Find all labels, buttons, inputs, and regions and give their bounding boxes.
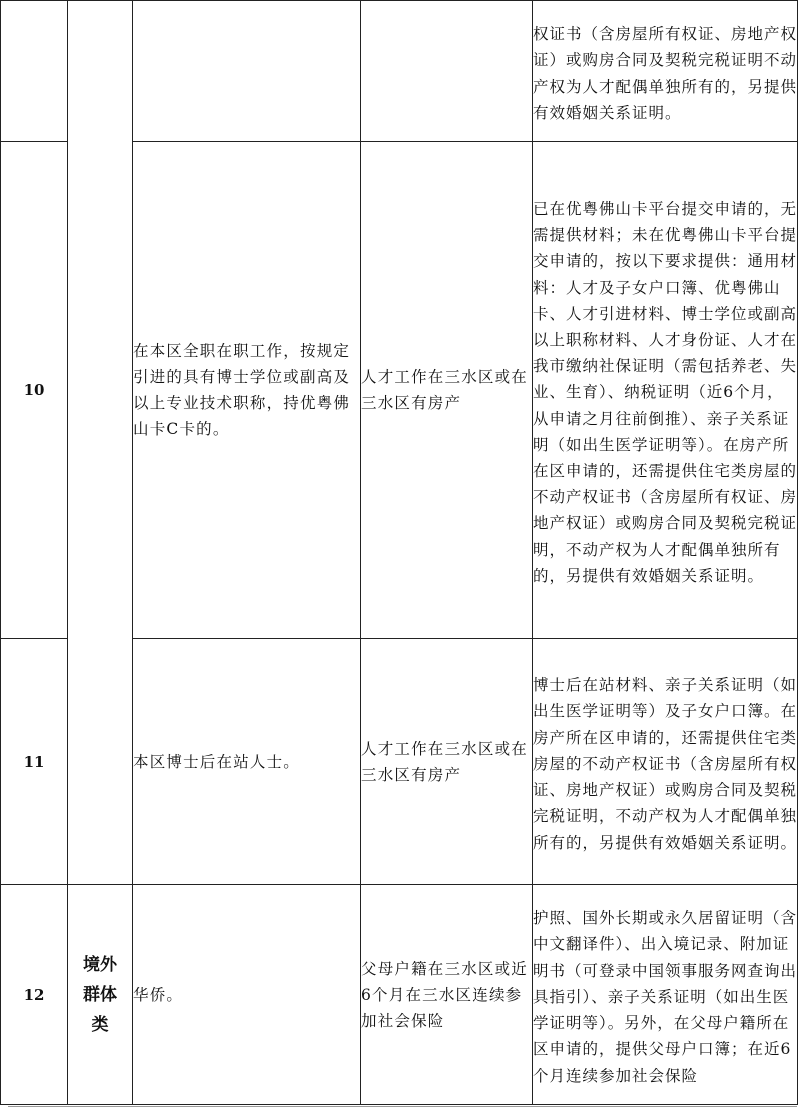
table-row: [1, 1, 798, 142]
condition-cell: 华侨。: [133, 885, 361, 1105]
materials-cell: 权证书（含房屋所有权证、房地产权证）或购房合同及契税完税证明不动产权为人才配偶单独所有的，另提供有效婚姻关系证明。: [533, 1, 798, 142]
materials-cell: 已在优粤佛山卡平台提交申请的，无需提供材料；未在优粤佛山卡平台提交申请的，按以下要求提供：通用材料：人才及子女户口簿、优粤佛山卡、人才引进材料、博士学位或副高以上职称材料、人才身份证、人才在我市缴纳社保证明（需包括养老、失业、生育）、纳税证明（近6个月，从申请之月往前倒推）、亲子关系证明（如出生医学证明等）。在房产所在区申请的，还需提供住宅类房屋的不动产权证书（含房屋所有权证、房地产权证）或购房合同及契税完税证明，不动产权为人才配偶单独所有的，另提供有效婚姻关系证明。: [533, 142, 798, 639]
row-number-cell: 12: [1, 885, 68, 1105]
row-number-cell: 11: [1, 639, 68, 885]
category-cell: [68, 885, 133, 1105]
category-label: 境外群体类: [83, 954, 117, 1035]
condition-cell: [133, 1, 361, 142]
row-number-cell: [1, 1, 68, 142]
materials-cell: 护照、国外长期或永久居留证明（含中文翻译件）、出入境记录、附加证明书（可登录中国领事服务网查询出具指引）、亲子关系证明（如出生医学证明等）。另外，在父母户籍所在区申请的，提供父母户口簿；在近6个月连续参加社会保险: [533, 885, 798, 1105]
scope-cell: 人才工作在三水区或在三水区有房产: [361, 142, 533, 639]
materials-cell: 博士后在站材料、亲子关系证明（如出生医学证明等）及子女户口簿。在房产所在区申请的，还需提供住宅类房屋的不动产权证书（含房屋所有权证、房地产权证）或购房合同及契税完税证明，不动产权为人才配偶单独所有的，另提供有效婚姻关系证明。: [533, 639, 798, 885]
row-number-cell: 10: [1, 142, 68, 639]
condition-cell: 本区博士后在站人士。: [133, 639, 361, 885]
scope-cell: [361, 1, 533, 142]
scope-cell: 人才工作在三水区或在三水区有房产: [361, 639, 533, 885]
condition-cell: 在本区全职在职工作，按规定引进的具有博士学位或副高及以上专业技术职称，持优粤佛山卡C卡的。: [133, 142, 361, 639]
scope-cell: 父母户籍在三水区或近6个月在三水区连续参加社会保险: [361, 885, 533, 1105]
category-cell: [68, 1, 133, 885]
page-bottom-rule: [8, 1106, 797, 1107]
table-row: [1, 885, 798, 1105]
